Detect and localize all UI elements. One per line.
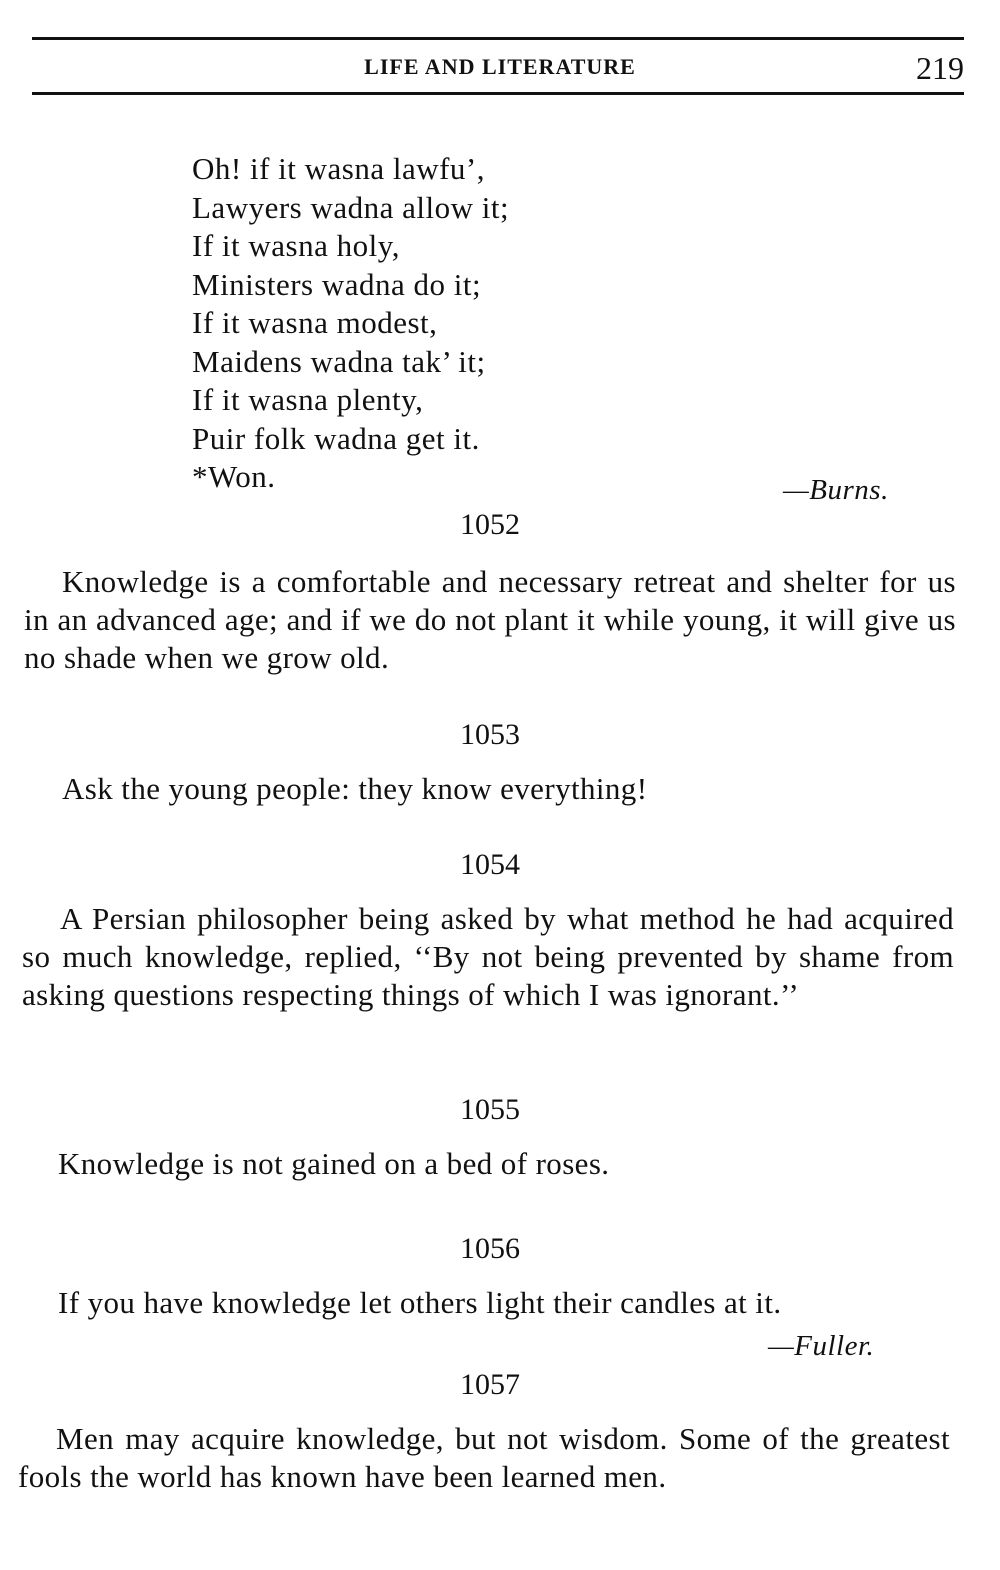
entry-text-1053 <box>24 770 956 808</box>
entry-text-1056 <box>20 1284 952 1322</box>
entry-number-1054: 1054 <box>460 848 520 881</box>
entry-attribution-1056: —Fuller. <box>768 1330 875 1362</box>
poem-line: If it wasna modest, <box>192 305 438 340</box>
poem-line: Puir folk wadna get it. <box>192 420 480 456</box>
entry-number-1052: 1052 <box>460 508 520 541</box>
entry-number-1056: 1056 <box>460 1232 520 1265</box>
entry-text-1052 <box>24 563 956 677</box>
entry-text-1055 <box>20 1145 952 1183</box>
entry-text: Men may acquire knowledge, but not wisdom. Some of the greatest fools the world has known have been learned men. <box>18 1421 950 1494</box>
entry-text: Knowledge is not gained on a bed of roses. <box>58 1146 610 1181</box>
poem-line: If it wasna plenty, <box>192 382 424 417</box>
header-top-rule <box>32 37 964 40</box>
entry-number-1055: 1055 <box>460 1093 520 1126</box>
entry-text: Ask the young people: they know everything! <box>62 771 648 806</box>
poem-attribution: —Burns. <box>783 474 889 506</box>
page-number: 219 <box>916 50 964 86</box>
poem-line: Oh! if it wasna lawfu’, <box>192 151 485 186</box>
poem-line: Lawyers wadna allow it; <box>192 189 510 225</box>
poem-line: If it wasna holy, <box>192 228 400 263</box>
entry-number-1057: 1057 <box>460 1368 520 1401</box>
poem-block <box>192 150 509 497</box>
running-head-title: LIFE AND LITERATURE <box>364 54 636 79</box>
entry-text-1054 <box>22 900 954 1014</box>
header-bottom-rule <box>32 92 964 95</box>
entry-text-1057 <box>18 1420 950 1496</box>
entry-text: Knowledge is a comfortable and necessary retreat and shelter for us in an advanced age; and if we do not plant it while young, it will give us no shade when we grow old. <box>24 564 956 675</box>
poem-line: Maidens wadna tak’ it; <box>192 343 486 379</box>
entry-text: A Persian philosopher being asked by what method he had acquired so much knowledge, replied, ‘‘By not being prevented by shame from asking questions respecting things of which I was ignorant.’’ <box>22 901 954 1012</box>
entry-number-1053: 1053 <box>460 718 520 751</box>
poem-footnote: *Won. <box>192 459 276 494</box>
poem-line: Ministers wadna do it; <box>192 266 482 302</box>
entry-text: If you have knowledge let others light their candles at it. <box>58 1285 782 1320</box>
